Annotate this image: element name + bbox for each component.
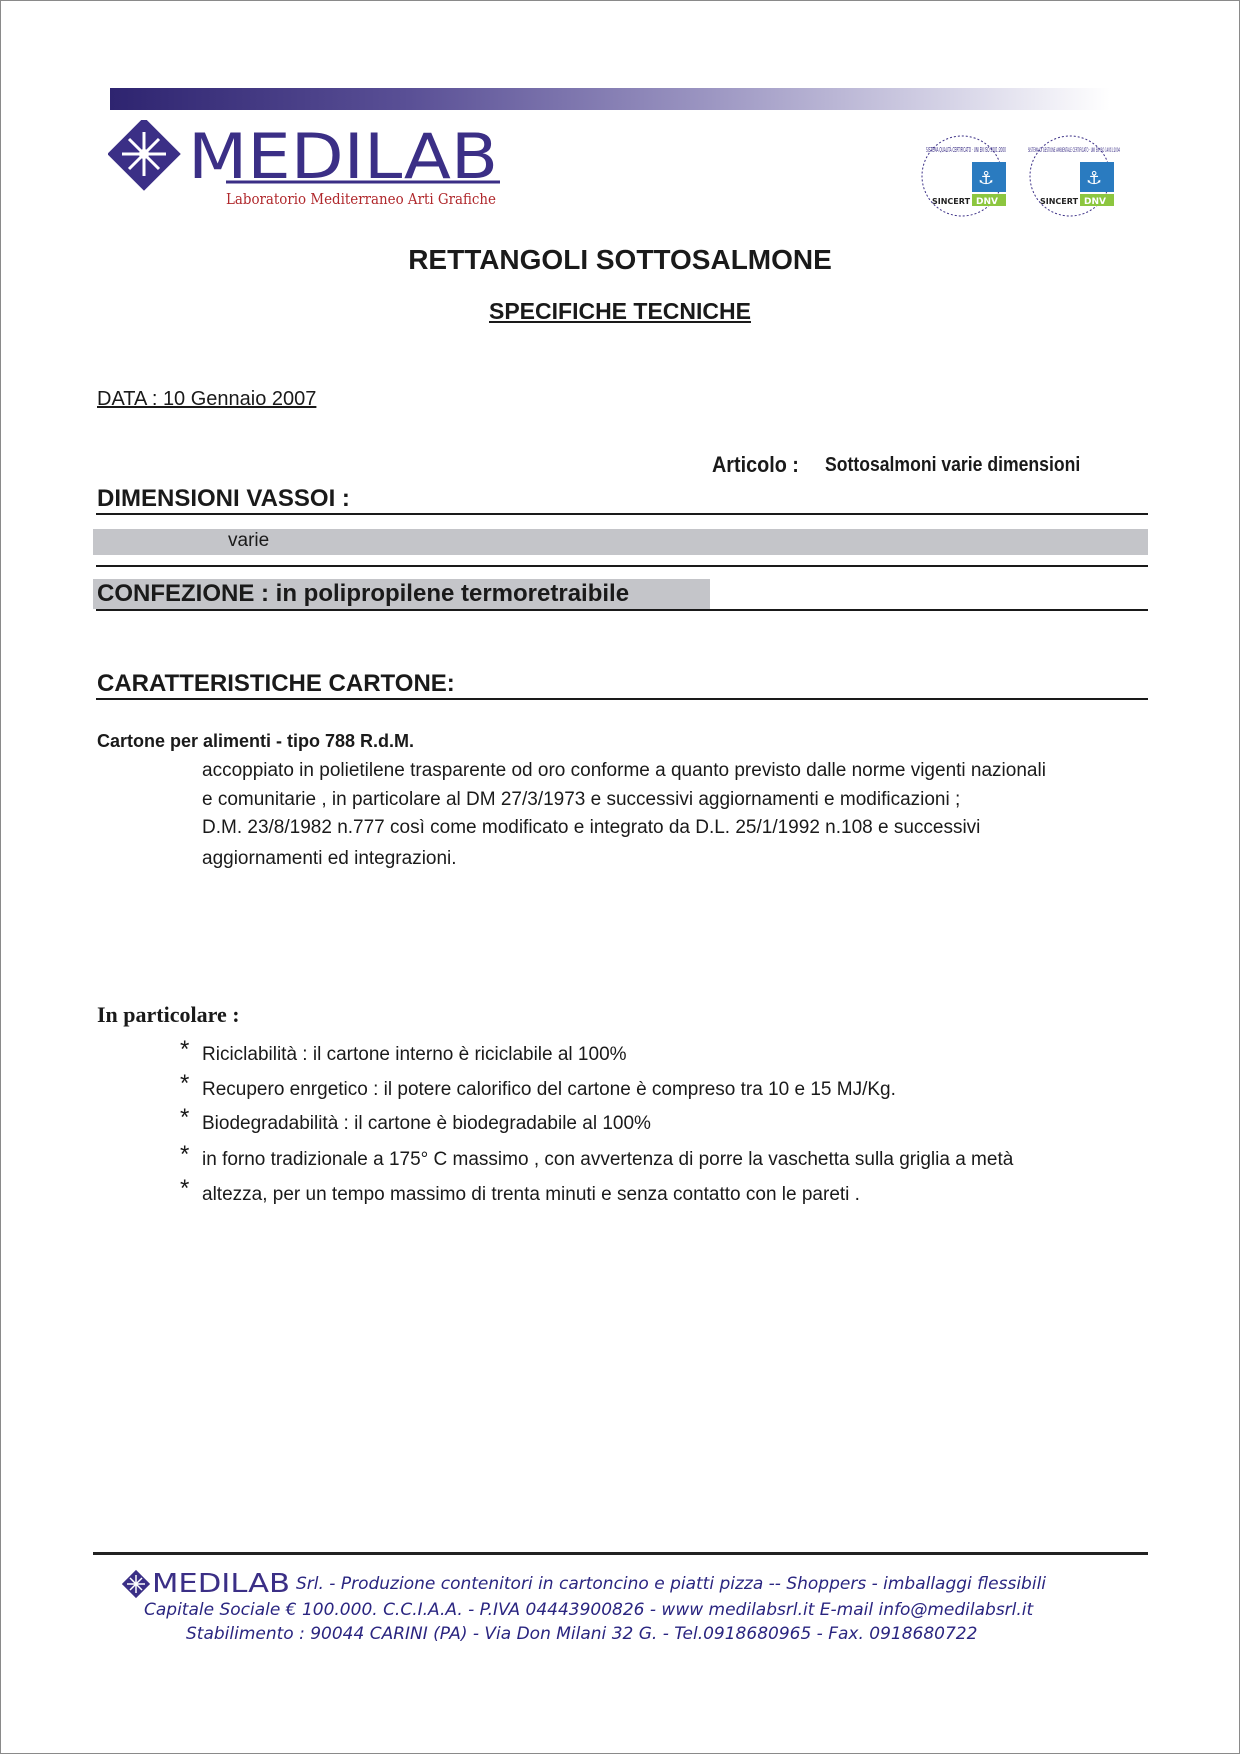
articolo-label: Articolo : [712,452,799,477]
footer-line-2: Capitale Sociale € 100.000. C.C.I.A.A. - P.IVA 04443900826 - www medilabsrl.it E-mail info@medilabsrl.it [144,1600,1034,1620]
bullet-star-icon: * [180,1104,190,1131]
dimensioni-title: DIMENSIONI VASSOI : [97,485,350,512]
bullet-star-icon: * [180,1175,190,1202]
divider [96,698,1148,700]
svg-text:SINCERT: SINCERT [1040,197,1079,206]
divider [96,513,1148,515]
document-title: RETTANGOLI SOTTOSALMONE [408,244,832,275]
cartone-line: e comunitarie , in particolare al DM 27/3/1973 e successivi aggiornamenti e modificazioni ; [202,789,961,810]
logo-wordmark: MEDILAB [188,120,498,193]
svg-text:SISTEMA DI GESTIONE AMBIENTALE: SISTEMA DI GESTIONE AMBIENTALE CERTIFICATO · UNI EN ISO 14001:2004 [1028,147,1121,154]
confezione-title: CONFEZIONE : in polipropilene termoretraibile [97,580,630,607]
bullet-item: Recupero enrgetico : il potere calorifico del cartone è compreso tra 10 e 15 MJ/Kg. [202,1079,896,1100]
footer-medilab-logo [122,1568,292,1600]
bullet-star-icon: * [180,1070,190,1097]
header-gradient-bar [110,88,1110,110]
certification-logos [912,132,1124,218]
footer-divider [93,1552,1148,1555]
svg-text:SINCERT: SINCERT [932,197,971,206]
iso14001-seal-icon [1028,136,1120,216]
cartone-heading: Cartone per alimenti - tipo 788 R.d.M. [97,731,415,751]
bullet-item: Biodegradabilità : il cartone è biodegradabile al 100% [202,1113,651,1134]
footer-line-1: Srl. - Produzione contenitori in cartoncino e piatti pizza -- Shoppers - imballaggi flessibili [296,1574,1047,1594]
document-subtitle: SPECIFICHE TECNICHE [489,298,751,324]
bullet-item: Riciclabilità : il cartone interno è riciclabile al 100% [202,1044,627,1065]
dimensioni-value: varie [228,530,270,551]
svg-text:DNV: DNV [1084,197,1106,207]
bullet-item: in forno tradizionale a 175° C massimo , con avvertenza di porre la vaschetta sulla griglia a metà [202,1149,1014,1170]
svg-text:⚓: ⚓ [1086,168,1103,189]
svg-text:SISTEMA QUALITÀ CERTIFICATO ·: SISTEMA QUALITÀ CERTIFICATO · UNI EN ISO 9001:2000 [926,146,1122,154]
bullet-item: altezza, per un tempo massimo di trenta minuti e senza contatto con le pareti . [202,1184,860,1205]
cartone-line: accoppiato in polietilene trasparente od oro conforme a quanto previsto dalle norme vigenti nazionali [202,760,1046,781]
cartone-line: aggiornamenti ed integrazioni. [202,848,457,869]
divider [96,609,1148,611]
medilab-logo [108,120,508,210]
divider [96,565,1148,567]
svg-text:DNV: DNV [976,197,998,207]
logo-tagline: Laboratorio Mediterraneo Arti Grafiche [226,190,497,208]
svg-text:MEDILAB: MEDILAB [152,1569,290,1599]
document-date: DATA : 10 Gennaio 2007 [97,388,317,410]
in-particolare-title: In particolare : [97,1002,240,1027]
articolo-value: Sottosalmoni varie dimensioni [825,454,1081,476]
cartone-line: D.M. 23/8/1982 n.777 così come modificato e integrato da D.L. 25/1/1992 n.108 e successivi [202,817,981,838]
bullet-star-icon: * [180,1036,190,1063]
footer-line-3: Stabilimento : 90044 CARINI (PA) - Via Don Milani 32 G. - Tel.0918680965 - Fax. 0918680722 [186,1624,978,1644]
svg-text:⚓: ⚓ [978,168,995,189]
bullet-star-icon: * [180,1141,190,1168]
caratteristiche-title: CARATTERISTICHE CARTONE: [97,670,455,697]
